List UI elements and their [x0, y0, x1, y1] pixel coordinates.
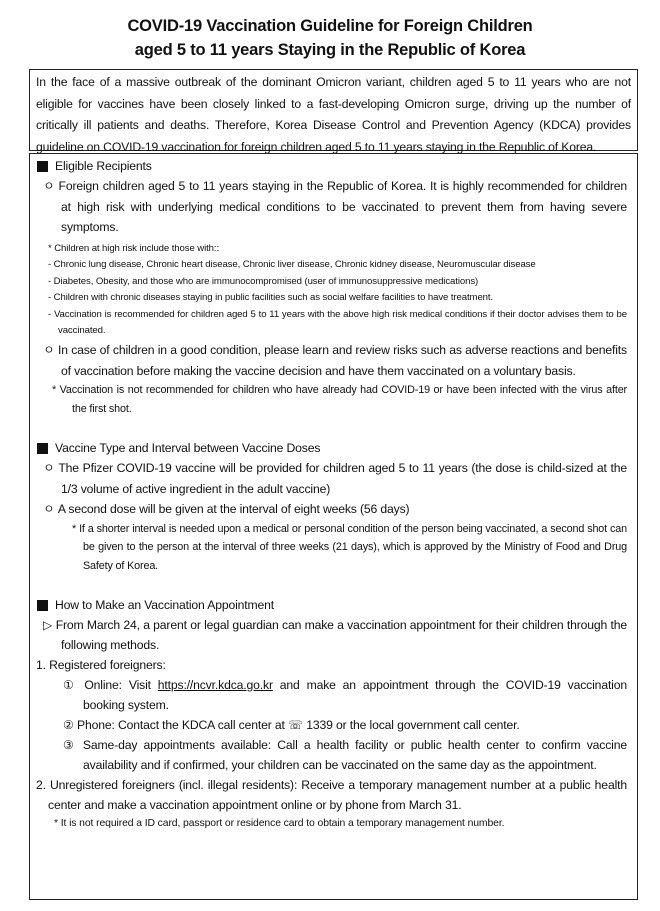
- section-appointment-heading: [36, 595, 627, 615]
- high-risk-item: - Chronic lung disease, Chronic heart disease, Chronic liver disease, Chronic kidney disease, Neuromuscular disease: [48, 259, 536, 271]
- appointment-intro: ▷ From March 24, a parent or legal guardian can make a vaccination appointment for their children through the following methods.: [43, 618, 627, 653]
- section-heading-text: How to Make an Vaccination Appointment: [55, 598, 274, 613]
- vaccine-note: * If a shorter interval is needed upon a medical or personal condition of the person being vaccinated, a second shot can be given to the person at the interval of three weeks (21 days), which is approved by the Ministry of Food and Drug Safety of Korea.: [72, 522, 627, 572]
- title-line-2: aged 5 to 11 years Staying in the Republic of Korea: [134, 41, 526, 59]
- vaccine-bullet-2: ㅇ A second dose will be given at the interval of eight weeks (56 days): [43, 502, 410, 517]
- high-risk-item: - Diabetes, Obesity, and those who are immunocompromised (user of immunosuppressive medications): [48, 275, 479, 287]
- eligible-bullet-2: ㅇ In case of children in a good condition, please learn and review risks such as adverse reactions and benefits of vaccination before making the vaccine decision and have them vaccinated on a voluntary basis.: [43, 343, 627, 378]
- high-risk-item: - Vaccination is recommended for children aged 5 to 11 years with the above high risk medical conditions if their doctor advises them to be vaccinated.: [48, 308, 627, 337]
- section-heading-text: Vaccine Type and Interval between Vaccine Doses: [55, 441, 321, 456]
- main-box: [29, 153, 638, 900]
- square-bullet-icon: [37, 600, 48, 611]
- eligible-note: * Vaccination is not recommended for children who have already had COVID-19 or have been infected with the virus after the first shot.: [52, 384, 627, 415]
- unregistered-item: 2. Unregistered foreigners (incl. illegal residents): Receive a temporary management number at a public health center and make a vaccination appointment online or by phone from March 31.: [36, 778, 627, 813]
- high-risk-item: - Children with chronic diseases staying in public facilities such as social welfare facilities to have treatment.: [48, 292, 494, 304]
- high-risk-note: * Children at high risk include those with::: [48, 242, 220, 254]
- online-prefix: ① Online: Visit: [63, 678, 158, 693]
- appointment-note: * It is not required a ID card, passport or residence card to obtain a temporary management number.: [54, 818, 505, 830]
- online-suffix: and make an appointment through the COVID-19 vaccination booking system.: [83, 678, 627, 713]
- intro-text: In the face of a massive outbreak of the dominant Omicron variant, children aged 5 to 11 years who are not eligible for vaccines have been closely linked to a fast-developing Omicron surge, driving up the number of critically ill patients and deaths. Therefore, Korea Disease Control and Prevention Agency (KDCA) provides guideline on COVID-19 vaccination for foreign children aged 5 to 11 years staying in the Republic of Korea.: [36, 75, 631, 154]
- square-bullet-icon: [37, 161, 48, 172]
- ncvr-link[interactable]: https://ncvr.kdca.go.kr: [157, 678, 273, 693]
- square-bullet-icon: [37, 443, 48, 454]
- intro-box: [29, 69, 638, 154]
- phone-item: ② Phone: Contact the KDCA call center at ☏ 1339 or the local government call center.: [63, 718, 520, 733]
- sameday-item: ③ Same-day appointments available: Call a health facility or public health center to confirm vaccine availability and if confirmed, your children can be vaccinated on the same day as the appointment.: [63, 738, 627, 773]
- section-eligible-heading: [36, 156, 627, 176]
- section-vaccine-heading: [36, 438, 627, 458]
- registered-heading: 1. Registered foreigners:: [36, 658, 166, 673]
- page-title: [0, 14, 660, 62]
- online-item: [36, 675, 627, 715]
- title-line-1: COVID-19 Vaccination Guideline for Foreign Children: [127, 17, 533, 35]
- vaccine-bullet-1: ㅇ The Pfizer COVID-19 vaccine will be provided for children aged 5 to 11 years (the dose is child-sized at the 1/3 volume of active ingredient in the adult vaccine): [43, 461, 627, 496]
- section-heading-text: Eligible Recipients: [55, 159, 152, 173]
- eligible-bullet-1: ㅇ Foreign children aged 5 to 11 years staying in the Republic of Korea. It is highly recommended for children at high risk with underlying medical conditions to be vaccinated to prevent them from having severe symptoms.: [43, 179, 627, 234]
